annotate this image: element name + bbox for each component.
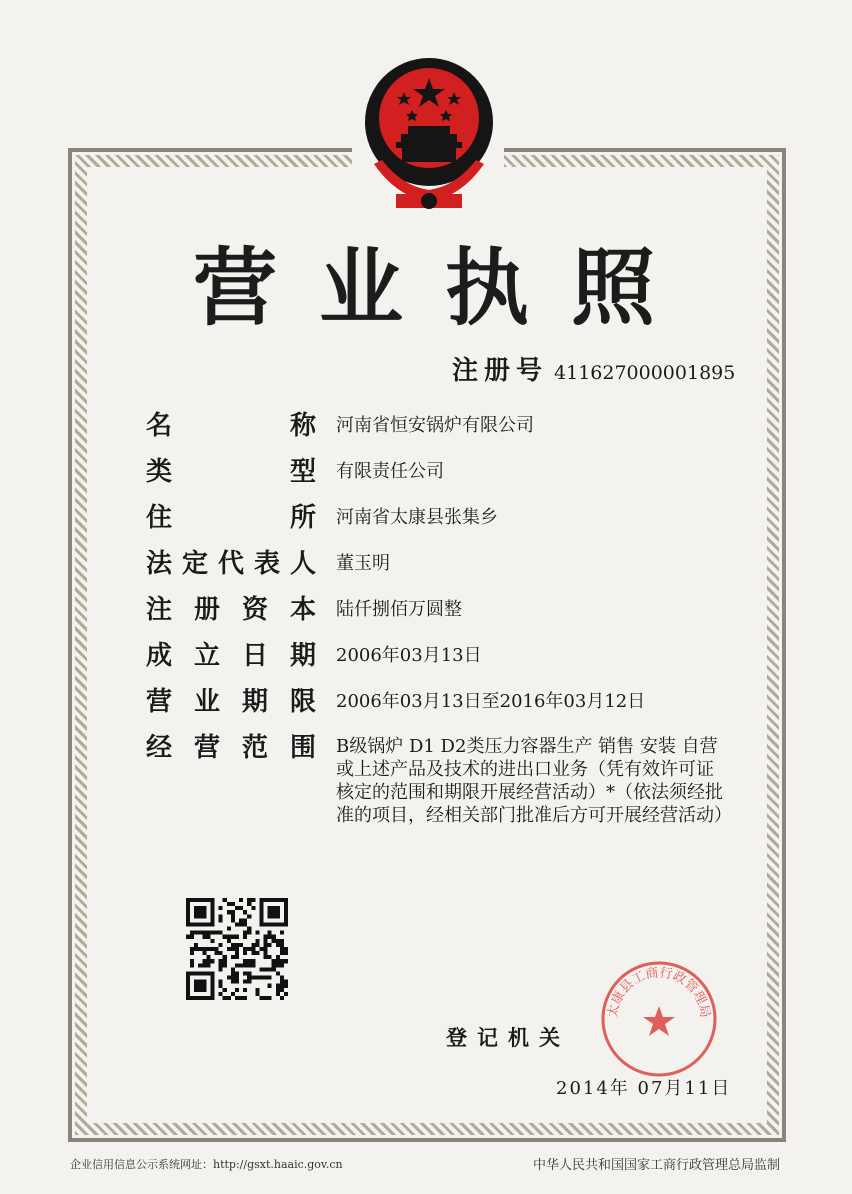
field-row-address — [146, 498, 726, 544]
field-row-term — [146, 682, 726, 728]
registration-value: 411627000001895 — [554, 362, 736, 384]
field-label: 营 业 期 限 — [146, 687, 316, 717]
field-row-founded — [146, 636, 726, 682]
field-label: 类 型 — [146, 457, 316, 487]
qr-code-icon — [186, 898, 288, 1000]
field-row-type — [146, 452, 726, 498]
national-emblem-icon — [356, 56, 502, 214]
field-label: 名 称 — [146, 411, 316, 441]
registration-authority: 登记机关 — [446, 1026, 570, 1050]
field-row-capital — [146, 590, 726, 636]
footer-issuer: 中华人民共和国国家工商行政管理总局监制 — [532, 1158, 780, 1173]
official-seal-icon — [598, 958, 720, 1080]
field-label: 住 所 — [146, 503, 316, 533]
field-value-scope: B级锅炉 D1 D2类压力容器生产 销售 安装 自营或上述产品及技术的进出口业务（凭有效许可证核定的范围和期限开展经营活动）*（依法须经批准的项目，经相关部门批准后方可开展经营活动） — [336, 736, 732, 826]
registration-number — [452, 350, 735, 387]
field-value-company-name: 河南省恒安锅炉有限公司 — [336, 415, 534, 436]
field-value-type: 有限责任公司 — [336, 461, 444, 482]
field-value-capital: 陆仟捌佰万圆整 — [336, 599, 462, 620]
field-value-legal-rep: 董玉明 — [336, 553, 390, 574]
field-label: 注 册 资 本 — [146, 595, 316, 625]
field-row-name — [146, 406, 726, 452]
field-value-founded: 2006年03月13日 — [336, 645, 482, 666]
svg-text:太康县工商行政管理局: 太康县工商行政管理局 — [605, 965, 713, 1019]
field-row-legal-rep — [146, 544, 726, 590]
issue-date: 2014年 07月11日 — [556, 1078, 732, 1099]
footer-website: 企业信用信息公示系统网址：http://gsxt.haaic.gov.cn — [70, 1158, 343, 1171]
document-title: 营业执照 — [192, 239, 697, 337]
field-row-scope — [146, 728, 732, 826]
field-label: 法 定 代 表 人 — [146, 549, 316, 579]
registration-label: 注册号 — [452, 356, 549, 386]
field-value-address: 河南省太康县张集乡 — [336, 507, 498, 528]
field-label: 成 立 日 期 — [146, 641, 316, 671]
license-fields — [146, 406, 732, 826]
field-value-term: 2006年03月13日至2016年03月12日 — [336, 691, 646, 712]
field-label: 经 营 范 围 — [146, 733, 316, 763]
